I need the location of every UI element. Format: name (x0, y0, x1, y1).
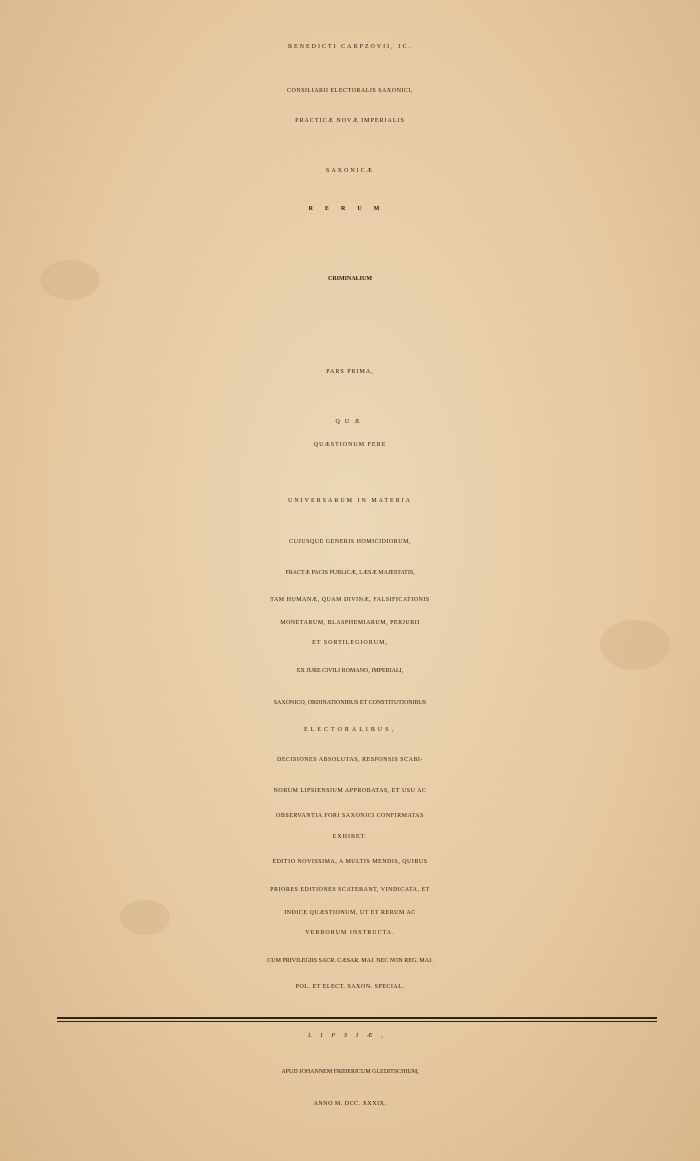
universarum-line: UNIVERSARUM IN MATERIA (287, 498, 412, 504)
homicidiorum-line: CUJUSQUE GENERIS HOMICIDIORUM, (289, 539, 411, 545)
imprint-publisher: APUD JOHANNEM FRIDERICUM GLEDITSCHIUM, (281, 1069, 419, 1075)
imprint-place: LIPSIÆ, (308, 1033, 392, 1039)
quaestionum-line: QUÆSTIONUM FERE (313, 442, 387, 448)
pol-saxon-line: POL. ET ELECT. SAXON. SPECIAL. (295, 984, 405, 990)
verborum-line: VERBORUM INSTRUCTA. (305, 930, 395, 936)
author-office-line: CONSILIARII ELECTORALIS SAXONICI, (287, 88, 413, 94)
norum-line: NORUM LIPSIENSIUM APPROBATAS, ET USU AC (273, 788, 427, 794)
separator-rule-thin (57, 1021, 657, 1022)
work-title-line-2: SAXONICÆ (325, 168, 374, 174)
imprint-year: ANNO M. DCC. XXXIX. (313, 1101, 387, 1107)
sortilegiorum-line: ET SORTILEGIORUM, (312, 640, 388, 646)
separator-rule (57, 1017, 657, 1019)
electoralibus-line: ELECTORALIBUS, (303, 727, 397, 733)
quae-line: QUÆ (335, 419, 365, 425)
monetarum-line: MONETARUM, BLASPHEMIARUM, PERJURII (280, 620, 420, 626)
indice-line: INDICE QUÆSTIONUM, UT ET RERUM AC (284, 910, 416, 916)
fractae-pacis-line: FRACTÆ PACIS PUBLICÆ, LÆSÆ MAJESTATIS, (285, 570, 415, 576)
tam-humanae-line: TAM HUMANÆ, QUAM DIVINÆ, FALSIFICATIONIS (270, 597, 430, 603)
decisiones-line: DECISIONES ABSOLUTAS, RESPONSIS SCABI- (277, 757, 423, 763)
editio-line: EDITIO NOVISSIMA, A MULTIS MENDIS, QUIBUS (272, 859, 428, 865)
priores-line: PRIORES EDITIONES SCATEBANT, VINDICATA, ET (270, 887, 430, 893)
exhibet-line: EXHIBET. (332, 834, 368, 840)
work-title-line-1: PRACTICÆ NOVÆ IMPERIALIS (295, 118, 405, 124)
rerum-line: RERUM (308, 206, 392, 212)
observantia-line: OBSERVANTIA FORI SAXONICI CONFIRMATAS (276, 813, 424, 819)
saxonico-line: SAXONICO, ORDINATIONIBUS ET CONSTITUTIONIBUS (273, 700, 427, 706)
author-line: BENEDICTI CARPZOVII, JC. (288, 44, 412, 50)
criminalium-line: CRIMINALIUM (328, 276, 372, 282)
pars-prima-line: PARS PRIMA, (326, 369, 374, 375)
ex-jure-line: EX JURE CIVILI ROMANO, IMPERIALI, (296, 668, 404, 674)
privilegiis-line: CUM PRIVILEGIIS SACR. CÆSAR. MAJ. NEC NON REG. MAJ. (267, 958, 433, 964)
